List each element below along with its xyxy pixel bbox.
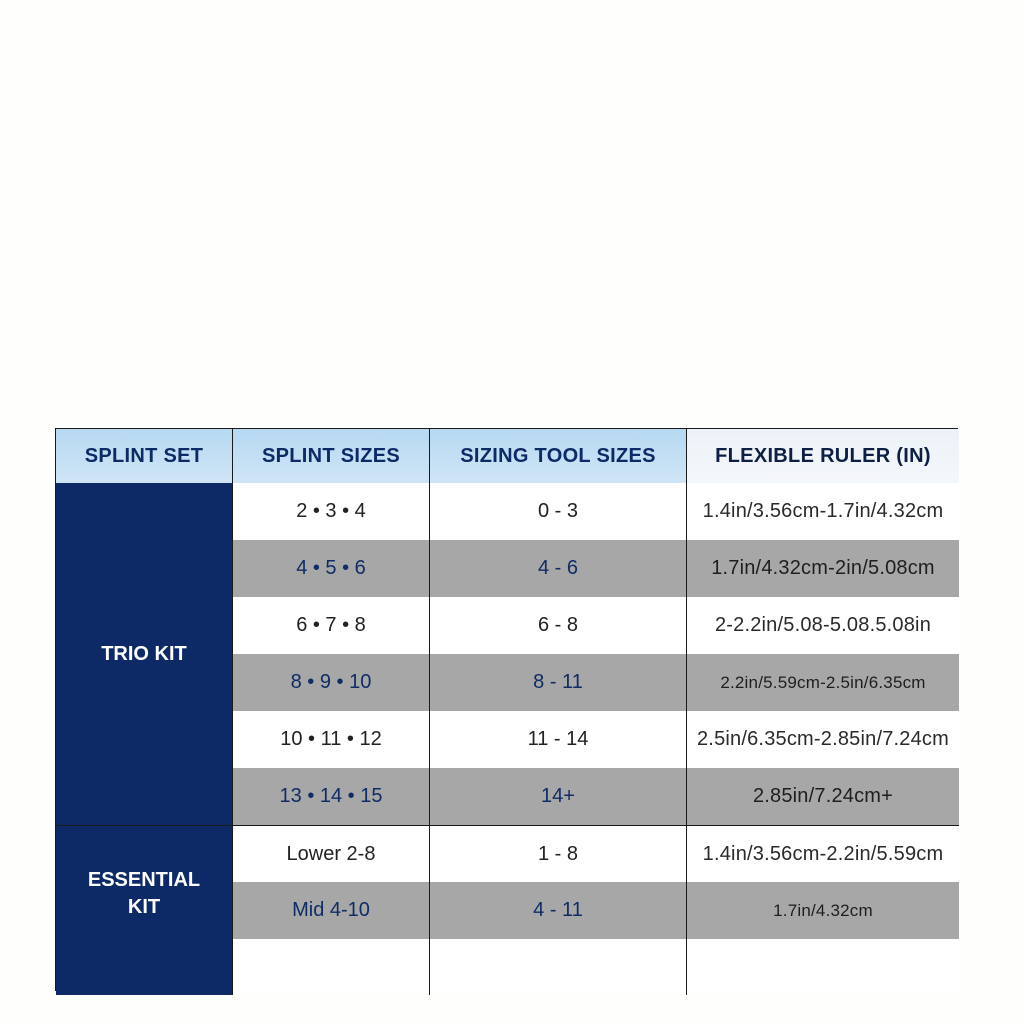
table-cell-sizing-tool: 4 - 6 bbox=[430, 540, 687, 597]
table-cell-sizing-tool: 8 - 11 bbox=[430, 654, 687, 711]
header-splint-set: SPLINT SET bbox=[56, 429, 233, 483]
table-cell-sizing-tool bbox=[430, 939, 687, 995]
header-sizing-tool-sizes: SIZING TOOL SIZES bbox=[430, 429, 687, 483]
group-label: TRIO KIT bbox=[101, 642, 187, 665]
table-cell-splint-sizes: 4 • 5 • 6 bbox=[233, 540, 430, 597]
table-cell-sizing-tool: 0 - 3 bbox=[430, 483, 687, 540]
table-cell-splint-sizes: 13 • 14 • 15 bbox=[233, 768, 430, 825]
table-cell-splint-sizes: 6 • 7 • 8 bbox=[233, 597, 430, 654]
header-flexible-ruler: FLEXIBLE RULER (IN) bbox=[687, 429, 959, 483]
group-label: ESSENTIAL KIT bbox=[87, 868, 201, 918]
table-cell-splint-sizes: 2 • 3 • 4 bbox=[233, 483, 430, 540]
table-cell-splint-sizes: 8 • 9 • 10 bbox=[233, 654, 430, 711]
table-cell-sizing-tool: 6 - 8 bbox=[430, 597, 687, 654]
table-cell-ruler: 1.4in/3.56cm-1.7in/4.32cm bbox=[687, 483, 959, 540]
table-cell-ruler: 1.7in/4.32cm bbox=[687, 882, 959, 939]
table-cell-ruler: 1.7in/4.32cm-2in/5.08cm bbox=[687, 540, 959, 597]
group-essential-kit bbox=[56, 825, 233, 995]
group-trio-kit bbox=[56, 483, 233, 825]
header-splint-sizes: SPLINT SIZES bbox=[233, 429, 430, 483]
table-cell-sizing-tool: 4 - 11 bbox=[430, 882, 687, 939]
table-cell-splint-sizes bbox=[233, 939, 430, 995]
table-cell-ruler: 1.4in/3.56cm-2.2in/5.59cm bbox=[687, 825, 959, 882]
table-cell-splint-sizes: Lower 2-8 bbox=[233, 825, 430, 882]
table-cell-sizing-tool: 1 - 8 bbox=[430, 825, 687, 882]
table-cell-ruler: 2.5in/6.35cm-2.85in/7.24cm bbox=[687, 711, 959, 768]
table-cell-splint-sizes: 10 • 11 • 12 bbox=[233, 711, 430, 768]
table-cell-ruler: 2-2.2in/5.08-5.08.5.08in bbox=[687, 597, 959, 654]
table-cell-sizing-tool: 14+ bbox=[430, 768, 687, 825]
sizing-table bbox=[55, 428, 958, 991]
table-cell-ruler: 2.2in/5.59cm-2.5in/6.35cm bbox=[687, 654, 959, 711]
table-cell-sizing-tool: 11 - 14 bbox=[430, 711, 687, 768]
table-cell-splint-sizes: Mid 4-10 bbox=[233, 882, 430, 939]
table-cell-ruler: 2.85in/7.24cm+ bbox=[687, 768, 959, 825]
table-cell-ruler bbox=[687, 939, 959, 995]
